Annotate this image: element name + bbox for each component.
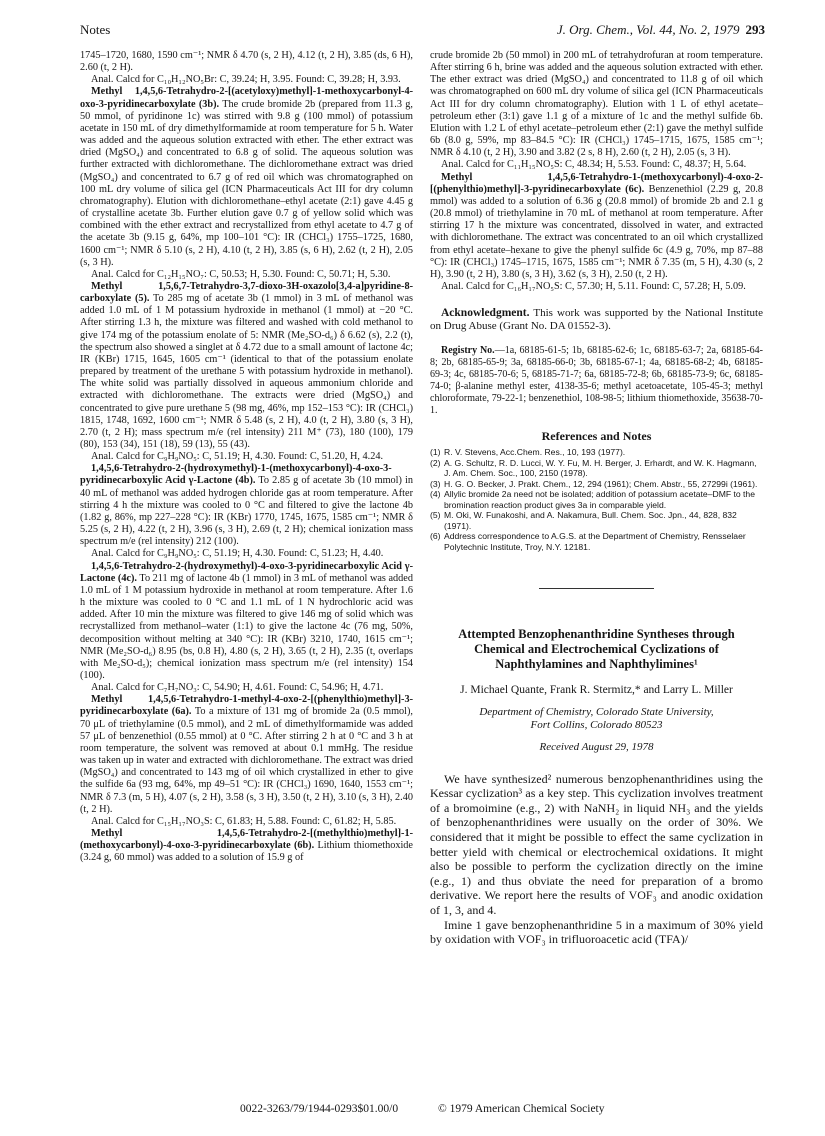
- paragraph: [80, 694, 413, 816]
- paragraph-text: crude bromide 2b (50 mmol) in 200 mL of tetrahydrofuran at room temperature. After stirring 6 h, brine was added and the aqueous solution extracted with ether. The ether extract was dried (MgSO₄) and concentrated to 11.8 g of oil which was chromatographed on 600 mL dry volume of silica gel (ICN Pharmaceuticals Act III for dry column chromatography). Elution with 1 L of ethyl acetate–petroleum ether (3:1) gave 1.1 g of a mixture of 1c and the methyl sulfide 6b. Elution with 1.2 L of ethyl acetate–petroleum ether (2:1) gave the methyl sulfide 6b (8.0 g, 59%, mp 83–84.5 °C): IR (CHCl₃) 1745–1715, 1675, 1585 cm⁻¹; NMR δ 4.10 (t, 2 H), 3.90 and 3.82 (2 s, 8 H), 2.60 (t, 2 H), 2.05 (s, 3 H).: [430, 50, 763, 159]
- paragraph: [430, 50, 763, 159]
- received-date: Received August 29, 1978: [539, 741, 654, 754]
- paragraph-text: To 2.85 g of acetate 3b (10 mmol) in 40 mL of methanol was added hydrogen chloride gas at room temperature. After stirring 4 h the mixture was cooled to 0 °C and filtered to give the lactone 4b (1.82 g, 86%, mp 227–228 °C): IR (KBr) 1770, 1745, 1675, 1585 cm⁻¹; NMR δ 5.25 (s, 2 H), 4.22 (t, 2 H), 3.96 (s, 3 H), 2.69 (t, 2 H); chemical ionization mass spectrum m/e (rel intensity) 212 (100).: [80, 475, 413, 548]
- paragraph: [80, 816, 413, 828]
- footer-copyright: © 1979 American Chemical Society: [438, 1103, 605, 1115]
- paragraph-text: To a mixture of 131 mg of bromide 2a (0.5 mmol), 70 μL of triethylamine (0.5 mmol), and 2 mL of dimethylformamide was added 57 μL of benzenethiol (0.55 mmol) at 0 °C. After stirring 2 h at 0 °C and 3 h at room temperature, the solvent was removed at about 0.1 mmHg. The residue was taken up in water and extracted with dichloromethane. The extract was dried (MgSO₄) and concentrated to 143 mg of oil which crystallized in ether to give the sulfide 6a (93 mg, 64%, mp 49–51 °C): IR (CHCl₃) 1690, 1640, 1553 cm⁻¹; NMR δ 7.3 (m, 5 H), 4.07 (s, 2 H), 3.58 (s, 3 H), 3.50 (t, 2 H), 3.10 (s, 3 H), 2.40 (t, 2 H).: [80, 706, 413, 815]
- article-authors: J. Michael Quante, Frank R. Stermitz,* and Larry L. Miller: [460, 684, 733, 697]
- acknowledgment-title: Acknowledgment.: [441, 307, 530, 320]
- reference-item: [430, 531, 763, 552]
- article-title: Attempted Benzophenanthridine Syntheses through Chemical and Electrochemical Cyclizations of Naphthylamines and Naphthylimines¹: [458, 627, 735, 672]
- references-title: References and Notes: [541, 429, 652, 444]
- paragraph: [80, 682, 413, 694]
- registry-text: —1a, 68185-61-5; 1b, 68185-62-6; 1c, 68185-63-7; 2a, 68185-64-8; 2b, 68185-65-9; 3a, 68185-66-0; 3b, 68185-67-1; 4a, 68185-68-2; 4b, 68185-69-3; 4c, 68185-70-6; 5, 68185-71-7; 6a, 68185-72-8; 6b, 68185-73-9; 6c, 68185-74-0; β-alanine methyl ester, 4138-35-6; methyl acetoacetate, 105-45-3; methyl chloroformate, 79-22-1; benzenethiol, 108-98-5; lithium thiomethoxide, 35638-70-1.: [430, 345, 763, 417]
- paragraph: [80, 451, 413, 463]
- reference-text: Address correspondence to A.G.S. at the Department of Chemistry, Rensselaer Polytechnic Institute, Troy, N.Y. 12181.: [444, 531, 746, 552]
- paragraph-text: Anal. Calcd for C₁₂H₁₅NO₇: C, 50.53; H, 5.30. Found: C, 50.71; H, 5.30.: [91, 268, 391, 280]
- paragraph: [80, 269, 413, 281]
- compound-heading: Methyl 1,4,5,6-Tetrahydro-2-[(methylthio)methyl]-1-(methoxycarbonyl)-4-oxo-3-pyridinecarboxylate (6b).: [80, 828, 413, 852]
- reference-text: A. G. Schultz, R. D. Lucci, W. Y. Fu, M. H. Berger, J. Erhardt, and W. K. Hagmann, J. Am. Chem. Soc., 100, 2150 (1978).: [444, 457, 757, 479]
- right-column-experimental: [430, 50, 763, 293]
- reference-item: [430, 458, 763, 479]
- reference-item: [430, 447, 763, 458]
- compound-heading: Methyl 1,5,6,7-Tetrahydro-3,7-dioxo-3H-oxazolo[3,4-a]pyridine-8-carboxylate (5).: [80, 280, 413, 305]
- paragraph-text: To 211 mg of lactone 4b (1 mmol) in 3 mL of methanol was added 1.0 mL of 1 M potassium hydroxide in methanol at room temperature. After 1.6 h the mixture was cooled to 0 °C and 1.1 mL of 1 N hydrochloric acid was added. After 10 min the mixture was filtered to give 146 mg of solid which was recrystallized from methanol–water (1:1) to give the lactone 4c (76 mg, 50%, decomposition without melting at 340 °C): IR (KBr) 3210, 1740, 1615 cm⁻¹; NMR (Me₂SO-d₆) 8.95 (bs, 0.8 H), 4.80 (s, 2 H), 3.65 (t, 2 H), 2.35 (t, overlaps with Me₂SO-d₅); chemical ionization mass spectrum m/e (rel intensity) 154 (100).: [80, 572, 413, 681]
- compound-heading: Methyl 1,4,5,6-Tetrahydro-2-[(acetyloxy)methyl]-1-methoxycarbonyl-4-oxo-3-pyridinecarboxylate (3b).: [80, 86, 413, 110]
- paragraph: [80, 548, 413, 560]
- paragraph-text: Anal. Calcd for C₁₀H₁₂NO₅Br: C, 39.24; H, 3.95. Found: C, 39.28; H, 3.93.: [91, 74, 401, 86]
- reference-number: (5): [430, 510, 441, 521]
- article-paragraph: Imine 1 gave benzophenanthridine 5 in a maximum of 30% yield by oxidation with VOF₃ in trifluoroacetic acid (TFA)/: [430, 917, 763, 947]
- reference-number: (2): [430, 457, 441, 468]
- article-body: [430, 772, 763, 947]
- paragraph: [430, 281, 763, 293]
- compound-heading: 1,4,5,6-Tetrahydro-2-(hydroxymethyl)-1-(methoxycarbonyl)-4-oxo-3-pyridinecarboxylic Acid γ-Lactone (4b).: [80, 463, 392, 487]
- affiliation-line: Department of Chemistry, Colorado State University,: [479, 706, 714, 719]
- references-list: [430, 447, 763, 552]
- paragraph: [80, 50, 413, 74]
- running-header-journal: [557, 22, 765, 38]
- reference-item: [430, 510, 763, 531]
- compound-heading: 1,4,5,6-Tetrahydro-2-(hydroxymethyl)-4-oxo-3-pyridinecarboxylic Acid γ-Lactone (4c).: [80, 560, 413, 584]
- reference-item: [430, 489, 763, 510]
- page-number: 293: [745, 22, 765, 37]
- reference-text: M. Oki, W. Funakoshi, and A. Nakamura, Bull. Chem. Soc. Jpn., 44, 828, 832 (1971).: [444, 510, 737, 531]
- paragraph-text: The crude bromide 2b (prepared from 11.3 g, 50 mmol, of pyridinone 1c) was stirred with 9.8 g (100 mmol) of potassium acetate in 150 mL of dry dimethylformamide at room temperature for 5 h. Water was added and the aqueous solution extracted with ether. The ether extract was dried (MgSO₄) and concentrated to 6.8 g of solid. The aqueous solution was further extracted with dichloromethane. The dichloromethane extract was dried (MgSO₄) and concentrated to 6.7 g of red oil which was chromatographed on 100 mL dry volume of silica gel (ICN Pharmaceuticals Act III for dry column chromatography). Elution with dichloromethane–ethyl acetate (2:1) gave 4.45 g of crystalline acetate 3b. Further elution gave 0.7 g of yellow solid which was combined with the ether extract and recrystallized from ethyl acetate to 4.7 g of the acetate 3b (9.15 g, 64%, mp 100–101 °C): IR (CHCl₃) 1755–1725, 1680, 1600 cm⁻¹; NMR δ 5.10 (s, 2 H), 4.10 (t, 2 H), 3.85 (s, 6 H), 2.62 (t, 2 H), 2.05 (s, 3 H).: [80, 98, 413, 268]
- paragraph-text: Lithium thiomethoxide (3.24 g, 60 mmol) was added to a solution of 15.9 g of: [80, 840, 413, 864]
- left-column: [80, 50, 413, 864]
- journal-citation: J. Org. Chem., Vol. 44, No. 2, 1979: [556, 22, 740, 37]
- registry-numbers: [430, 345, 763, 417]
- paragraph-text: Benzenethiol (2.29 g, 20.8 mmol) was added to a solution of 6.36 g (20.8 mmol) of bromide 2b and 2.1 g (20.8 mmol) of triethylamine in 70 mL of methanol at room temperature. After stirring 17 h the mixture was concentrated, dissolved in water, and extracted with dichloromethane. The extract was concentrated to an oil which crystallized from ethyl acetate–hexane to give the phenyl sulfide 6c (4.9 g, 70%, mp 87–88 °C): IR (CHCl₃) 1745–1715, 1675, 1585 cm⁻¹; NMR δ 7.35 (m, 5 H), 4.30 (s, 2 H), 3.90 (t, 2 H), 3.80 (s, 3 H), 3.62 (s, 3 H), 2.50 (t, 2 H).: [430, 183, 764, 280]
- reference-item: [430, 479, 763, 490]
- footer-code: 0022-3263/79/1944-0293$01.00/0: [240, 1103, 399, 1115]
- paragraph-text: To 285 mg of acetate 3b (1 mmol) in 3 mL of methanol was added 1.0 mL of 1 M potassium hydroxide in methanol (1 mmol) at −20 °C. After stirring 1.3 h, the mixture was filtered and washed with cold methanol to give 174 mg of the potassium enolate of 5: NMR (Me₂SO-d₆) δ 6.62 (s), 2.2 (t), the spectrum also showed a singlet at δ 4.72 due to a small amount of lactone 4c; IR (KBr) 1715, 1645, 1605 cm⁻¹ (identical to that of the potassium enolate prepared by treatment of the urethane 5 with potassium hydroxide in methanol). The white solid was partially dissolved in aqueous ammonium chloride and extracted with dichloromethane. The extracts were dried (MgSO₄) and concentrated to give pure urethane 5 (98 mg, 46%, mp 152–153 °C): IR (CHCl₃) 1815, 1748, 1692, 1600 cm⁻¹; NMR δ 5.48 (s, 2 H), 4.0 (t, 2 H), 3.80 (s, 3 H), 2.70 (t, 2 H); mass spectrum m/e (rel intensity) 211 M⁺ (73), 180 (100), 179 (80), 153 (34), 151 (18), 59 (13), 55 (43).: [80, 293, 414, 450]
- right-column: [430, 50, 763, 947]
- paragraph-text: 1745–1720, 1680, 1590 cm⁻¹; NMR δ 4.70 (s, 2 H), 4.12 (t, 2 H), 3.85 (ds, 6 H), 2.60 (t, 2 H).: [80, 50, 413, 74]
- reference-text: H. G. O. Becker, J. Prakt. Chem., 12, 294 (1961); Chem. Abstr., 55, 27299i (1961).: [444, 478, 758, 489]
- acknowledgment-text: This work was supported by the National Institute on Drug Abuse (Grant No. DA 01552-3).: [430, 307, 763, 333]
- reference-number: (6): [430, 531, 441, 542]
- reference-text: Allylic bromide 2a need not be isolated; addition of potassium acetate–DMF to the bromination reaction product gives 3a in comparable yield.: [444, 489, 755, 510]
- paragraph: [80, 86, 413, 268]
- paragraph-text: Anal. Calcd for C₁₁H₁₅NO₅S: C, 48.34; H, 5.53. Found: C, 48.37; H, 5.64.: [441, 159, 747, 171]
- paragraph: [80, 74, 413, 86]
- paragraph: [80, 561, 413, 683]
- reference-text: R. V. Stevens, Acc.Chem. Res., 10, 193 (1977).: [444, 447, 626, 458]
- paragraph: [80, 281, 413, 451]
- reference-number: (3): [430, 478, 441, 489]
- article-paragraph: We have synthesized² numerous benzophenanthridines using the Kessar cyclization³ as a key step. This cyclization involves treatment of a bromoimine (e.g., 2) with NaNH₂ in liquid NH₃ and the yields of benzophenanthridines were usually on the order of 30%. We considered that it might be possible to effect the same cyclization in better yield with chemical or electrochemical oxidations. It might also be possible to perform the cyclization directly on the imine (e.g., 1) and thus obviate the need for preparation of a bromo derivative. We report here the results of VOF₃ and anodic oxidation of 1, 3, and 4.: [430, 771, 763, 917]
- article-affiliation: [430, 706, 763, 732]
- paragraph: [430, 159, 763, 171]
- compound-heading: Methyl 1,4,5,6-Tetrahydro-1-methyl-4-oxo-2-[(phenylthio)methyl]-3-pyridinecarboxylate (6a).: [80, 694, 413, 718]
- reference-number: (4): [430, 489, 441, 500]
- paragraph: [80, 463, 413, 548]
- paragraph-text: Anal. Calcd for C₉H₉NO₅: C, 51.19; H, 4.30. Found: C, 51.23; H, 4.40.: [91, 548, 384, 560]
- paragraph: [430, 172, 763, 281]
- running-header-section: Notes: [80, 22, 111, 37]
- paragraph: [80, 828, 413, 864]
- paragraph-text: Anal. Calcd for C₁₅H₁₇NO₃S: C, 61.83; H, 5.88. Found: C, 61.82; H, 5.85.: [91, 815, 397, 827]
- paragraph-text: Anal. Calcd for C₁₆H₁₇NO₅S: C, 57.30; H, 5.11. Found: C, 57.28; H, 5.09.: [441, 280, 746, 292]
- registry-title: Registry No.: [441, 345, 495, 357]
- compound-heading: Methyl 1,4,5,6-Tetrahydro-1-(methoxycarbonyl)-4-oxo-2-[(phenylthio)methyl]-3-pyridinecarboxylate (6c).: [430, 171, 763, 195]
- reference-number: (1): [430, 447, 441, 458]
- affiliation-line: Fort Collins, Colorado 80523: [530, 719, 663, 732]
- paragraph-text: Anal. Calcd for C₉H₉NO₅: C, 51.19; H, 4.30. Found: C, 51.20, H, 4.24.: [91, 451, 384, 463]
- paragraph-text: Anal. Calcd for C₇H₇NO₃: C, 54.90; H, 4.61. Found: C, 54.96; H, 4.71.: [91, 682, 384, 694]
- acknowledgment: [430, 307, 763, 333]
- section-divider: [539, 588, 654, 589]
